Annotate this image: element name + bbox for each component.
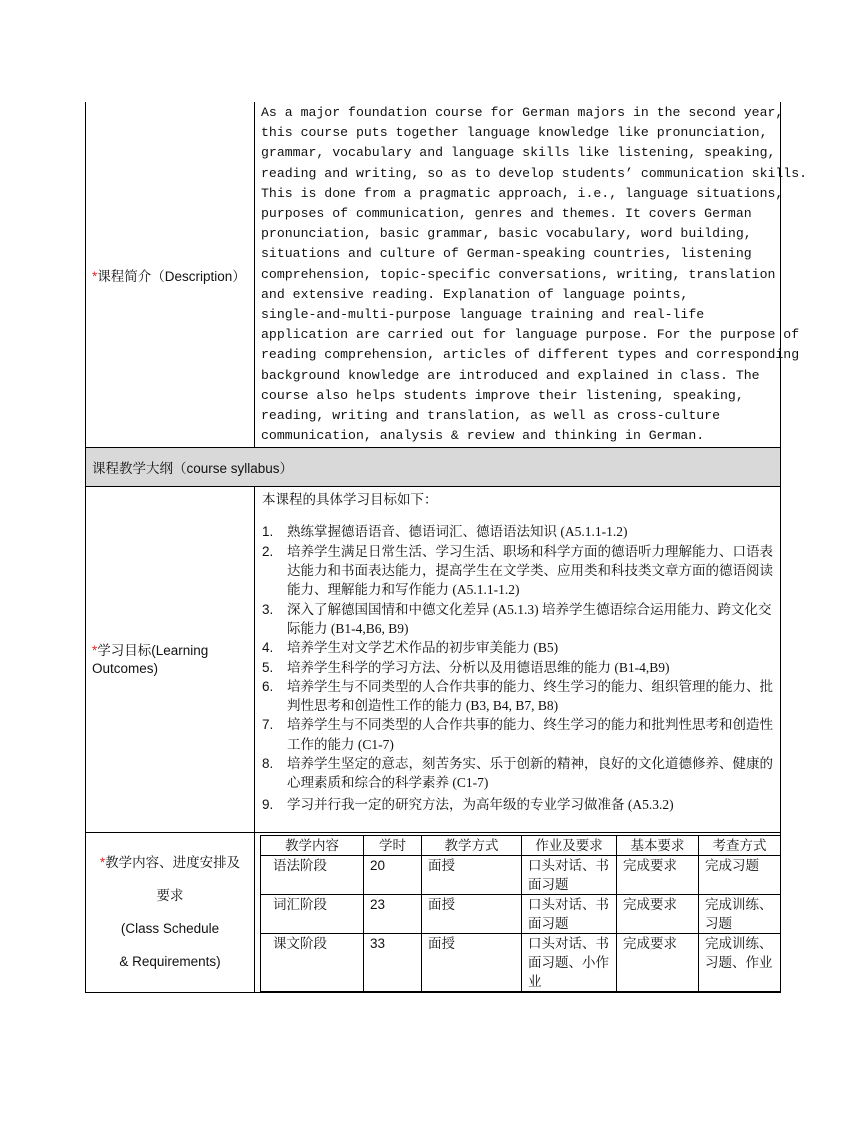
- table-row: [261, 855, 781, 894]
- learning-outcomes-list: [262, 522, 774, 813]
- description-line: reading, writing and translation, as well as cross-culture: [261, 408, 720, 424]
- column-header: 教学方式: [422, 835, 522, 855]
- description-row: [86, 102, 781, 448]
- description-line: pronunciation, basic grammar, basic vocabulary, word building,: [261, 226, 752, 242]
- column-header: 基本要求: [617, 835, 699, 855]
- description-text: [255, 102, 808, 447]
- item-text: 培养学生对文学艺术作品的初步审美能力 (B5): [287, 640, 559, 656]
- item-number: 1.: [262, 524, 274, 540]
- learning-outcome-item: [262, 677, 774, 716]
- syllabus-heading-row: [86, 448, 781, 487]
- table-cell: 完成要求: [617, 933, 699, 991]
- learning-outcome-item: [262, 600, 774, 639]
- item-text: 培养学生满足日常生活、学习生活、职场和科学方面的德语听力理解能力、口语表达能力和书面表达能力，提高学生在文学类、应用类和科技类文章方面的德语阅读能力、理解能力和写作能力 (A5.1.1-1.2): [287, 543, 773, 598]
- table-cell: 33: [364, 933, 422, 991]
- item-number: 2.: [262, 543, 274, 559]
- schedule-label: *教学内容、进度安排及 要求 (Class Schedule & Requirements): [86, 832, 255, 992]
- learning-outcome-item: [262, 638, 774, 657]
- table-row: [261, 933, 781, 991]
- table-cell: 面授: [422, 855, 522, 894]
- description-line: application are carried out for language purpose. For the purpose of: [261, 327, 800, 343]
- table-cell: 完成训练、习题: [699, 894, 781, 933]
- learning-outcome-item: [262, 658, 774, 677]
- learning-outcome-item: [262, 542, 774, 600]
- course-table: [85, 102, 808, 993]
- item-number: 6.: [262, 678, 274, 694]
- course-document: [85, 102, 808, 993]
- learning-outcome-item: [262, 715, 774, 754]
- table-cell: 完成习题: [699, 855, 781, 894]
- table-cell: 口头对话、书面习题: [522, 855, 617, 894]
- column-header: 学时: [364, 835, 422, 855]
- item-number: 9.: [262, 796, 274, 812]
- table-cell: 口头对话、书面习题: [522, 894, 617, 933]
- description-label: *课程简介（Description）: [86, 102, 255, 448]
- item-text: 深入了解德国国情和中德文化差异 (A5.1.3) 培养学生德语综合运用能力、跨文化交际能力 (B1-4,B6, B9): [287, 601, 772, 636]
- table-cell: 语法阶段: [261, 855, 364, 894]
- required-marker: *: [92, 642, 98, 658]
- item-text: 熟练掌握德语语音、德语词汇、德语语法知识 (A5.1.1-1.2): [287, 524, 628, 540]
- table-cell: 20: [364, 855, 422, 894]
- table-cell: 口头对话、书面习题、小作业: [522, 933, 617, 991]
- description-line: comprehension, topic-specific conversations, writing, translation: [261, 266, 776, 282]
- description-line: reading and writing, so as to develop students’ communication skills.: [261, 165, 808, 181]
- schedule-table: [260, 835, 781, 992]
- description-line: course also helps students improve their listening, speaking,: [261, 387, 744, 403]
- table-cell: 词汇阶段: [261, 894, 364, 933]
- column-header: 作业及要求: [522, 835, 617, 855]
- table-cell: 完成训练、习题、作业: [699, 933, 781, 991]
- description-line: background knowledge are introduced and explained in class. The: [261, 367, 760, 383]
- required-marker: *: [92, 268, 98, 284]
- table-row: [261, 894, 781, 933]
- item-text: 培养学生与不同类型的人合作共事的能力、终生学习的能力、组织管理的能力、批判性思考和创造性工作的能力 (B3, B4, B7, B8): [287, 678, 773, 714]
- learning-outcomes-content: [255, 487, 781, 832]
- item-text: 培养学生科学的学习方法、分析以及用德语思维的能力 (B1-4,B9): [287, 659, 670, 675]
- table-cell: 完成要求: [617, 855, 699, 894]
- table-cell: 完成要求: [617, 894, 699, 933]
- item-text: 培养学生与不同类型的人合作共事的能力、终生学习的能力和批判性思考和创造性工作的能力 (C1-7): [287, 717, 773, 752]
- item-number: 3.: [262, 601, 274, 617]
- item-number: 8.: [262, 756, 274, 772]
- description-line: As a major foundation course for German majors in the second year,: [261, 105, 784, 120]
- description-line: purposes of communication, genres and themes. It covers German: [261, 206, 752, 222]
- learning-outcomes-row: [86, 487, 781, 832]
- learning-outcome-item: [262, 754, 774, 793]
- table-cell: 面授: [422, 894, 522, 933]
- table-cell: 面授: [422, 933, 522, 991]
- learning-outcomes-label: *学习目标(Learning Outcomes): [86, 487, 255, 832]
- description-line: situations and culture of German-speaking countries, listening: [261, 246, 752, 262]
- description-line: this course puts together language knowledge like pronunciation,: [261, 125, 768, 141]
- learning-outcome-item: [262, 522, 774, 541]
- required-marker: *: [99, 855, 106, 871]
- column-header: 考查方式: [699, 835, 781, 855]
- description-line: single-and-multi-purpose language training and real-life: [261, 307, 705, 323]
- description-line: reading comprehension, articles of different types and corresponding: [261, 347, 800, 363]
- table-cell: 课文阶段: [261, 933, 364, 991]
- schedule-row: [86, 832, 781, 992]
- item-text: 培养学生坚定的意志，刻苦务实、乐于创新的精神，良好的文化道德修养、健康的心理素质和综合的科学素养 (C1-7): [287, 756, 773, 791]
- schedule-content: [255, 832, 781, 992]
- description-line: and extensive reading. Explanation of language points,: [261, 286, 689, 302]
- item-number: 4.: [262, 640, 274, 656]
- syllabus-heading: 课程教学大纲（course syllabus）: [86, 448, 781, 487]
- column-header: 教学内容: [261, 835, 364, 855]
- description-line: communication, analysis & review and thinking in German.: [261, 428, 705, 444]
- table-cell: 23: [364, 894, 422, 933]
- item-number: 7.: [262, 717, 274, 733]
- description-line: grammar, vocabulary and language skills like listening, speaking,: [261, 145, 776, 161]
- description-content: [255, 102, 808, 448]
- item-number: 5.: [262, 659, 274, 675]
- schedule-header-row: [261, 835, 781, 855]
- description-line: This is done from a pragmatic approach, i.e., language situations,: [261, 185, 784, 201]
- learning-outcome-item: [262, 795, 774, 814]
- item-text: 学习并行我一定的研究方法，为高年级的专业学习做准备 (A5.3.2): [287, 796, 674, 812]
- learning-outcomes-intro: 本课程的具体学习目标如下：: [262, 492, 438, 508]
